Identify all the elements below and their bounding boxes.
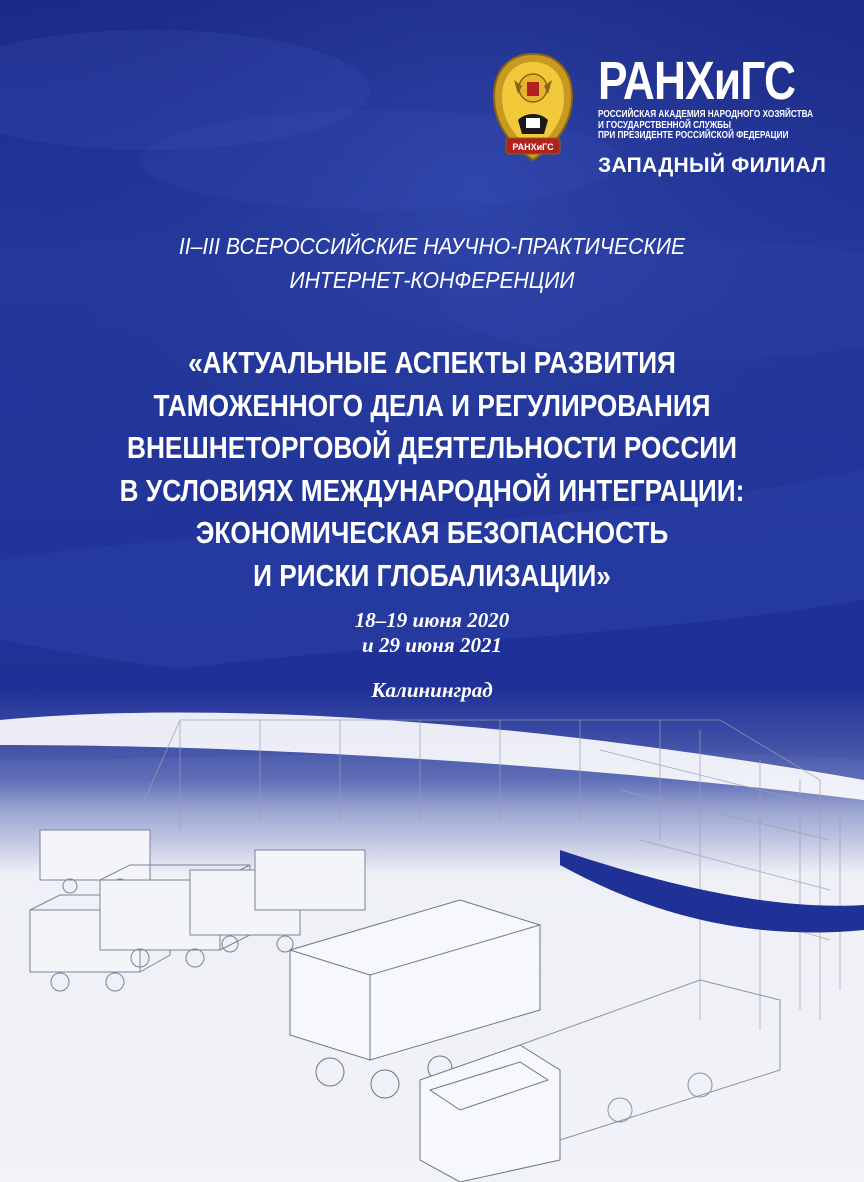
conference-title: [0, 342, 864, 597]
conference-dates: [0, 608, 864, 658]
brand-name: РАНХиГС: [598, 51, 796, 111]
dates-line: и 29 июня 2021: [362, 633, 502, 657]
title-line: В УСЛОВИЯХ МЕЖДУНАРОДНОЙ ИНТЕГРАЦИИ:: [119, 473, 745, 508]
brand-block: [598, 51, 838, 178]
title-line: «АКТУАЛЬНЫЕ АСПЕКТЫ РАЗВИТИЯ: [188, 346, 676, 380]
brand-full-line: РОССИЙСКАЯ АКАДЕМИЯ НАРОДНОГО ХОЗЯЙСТВА: [598, 109, 814, 120]
brand-full-name: [598, 109, 814, 142]
brand-full-line: ПРИ ПРЕЗИДЕНТЕ РОССИЙСКОЙ ФЕДЕРАЦИИ: [598, 130, 789, 141]
title-line: ВНЕШНЕТОРГОВОЙ ДЕЯТЕЛЬНОСТИ РОССИИ: [127, 431, 737, 465]
ranepa-emblem-icon: [488, 50, 578, 170]
trucks-warehouse-illustration: [0, 690, 864, 1182]
brand-full-line: И ГОСУДАРСТВЕННОЙ СЛУЖБЫ: [598, 119, 732, 131]
title-line: И РИСКИ ГЛОБАЛИЗАЦИИ»: [253, 558, 611, 593]
dates-line: 18–19 июня 2020: [354, 608, 510, 632]
series-line: II–III ВСЕРОССИЙСКИЕ НАУЧНО-ПРАКТИЧЕСКИЕ: [178, 233, 686, 259]
series-line: ИНТЕРНЕТ-КОНФЕРЕНЦИИ: [289, 267, 575, 293]
title-line: ЭКОНОМИЧЕСКАЯ БЕЗОПАСНОСТЬ: [195, 516, 669, 550]
branch-name: ЗАПАДНЫЙ ФИЛИАЛ: [598, 153, 827, 177]
title-line: ТАМОЖЕННОГО ДЕЛА И РЕГУЛИРОВАНИЯ: [153, 388, 711, 423]
emblem-ribbon-text: РАНХиГС: [512, 142, 554, 152]
conference-series: [0, 229, 864, 297]
